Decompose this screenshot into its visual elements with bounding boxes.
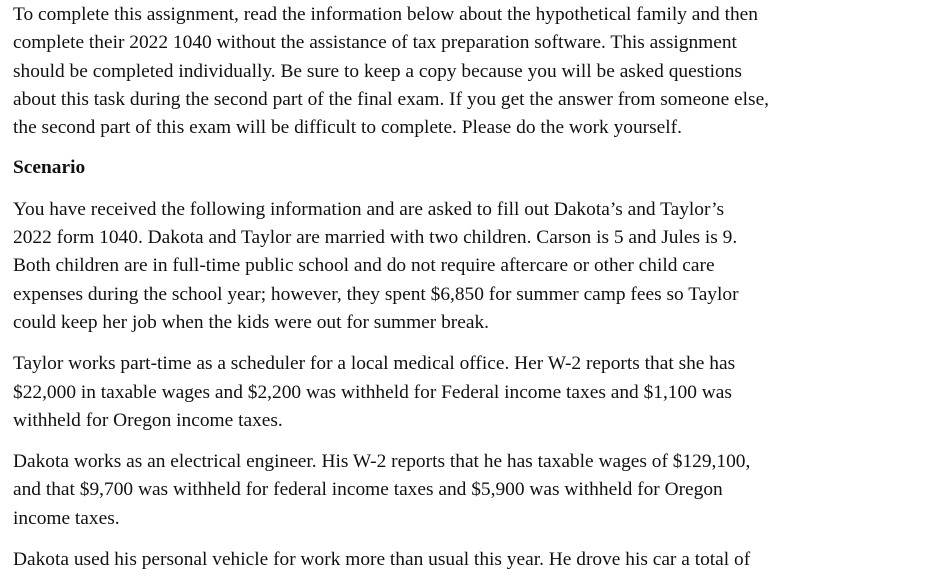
scenario-paragraph-taylor [13,350,918,435]
text-line: income taxes. [13,507,120,529]
text-line: about this task during the second part of the final exam. If you get the answer from someone else, [13,88,770,110]
text-line: complete their 2022 1040 without the assistance of tax preparation software. This assignment [13,32,737,54]
text-line: Dakota works as an electrical engineer. His W-2 reports that he has taxable wages of $129,100, [13,451,751,473]
text-line: $22,000 in taxable wages and $2,200 was withheld for Federal income taxes and $1,100 was [13,381,732,403]
text-line: Taylor works part-time as a scheduler for a local medical office. Her W-2 reports that she has [13,353,736,375]
text-line: You have received the following information and are asked to fill out Dakota’s and Taylor’s [13,198,725,220]
scenario-paragraph-vehicle [13,546,918,574]
text-line: To complete this assignment, read the information below about the hypothetical family and then [13,4,758,25]
text-line: Both children are in full-time public school and do not require aftercare or other child care [13,255,715,277]
intro-paragraph [13,1,918,142]
scenario-paragraph-dakota [13,448,918,533]
section-heading: Scenario [13,157,86,179]
scenario-paragraph-family [13,196,918,337]
text-line: expenses during the school year; however, they spent $6,850 for summer camp fees so Taylor [13,283,739,305]
document-page [13,0,918,587]
text-line: should be completed individually. Be sure to keep a copy because you will be asked questions [13,60,742,82]
text-line: could keep her job when the kids were out for summer break. [13,311,489,333]
text-line: and that $9,700 was withheld for federal income taxes and $5,900 was withheld for Oregon [13,479,723,501]
text-line: withheld for Oregon income taxes. [13,409,283,431]
text-line: Dakota used his personal vehicle for work more than usual this year. He drove his car a total of [13,549,751,571]
text-line: the second part of this exam will be difficult to complete. Please do the work yourself. [13,117,682,139]
text-line: 2022 form 1040. Dakota and Taylor are married with two children. Carson is 5 and Jules is 9. [13,227,738,249]
